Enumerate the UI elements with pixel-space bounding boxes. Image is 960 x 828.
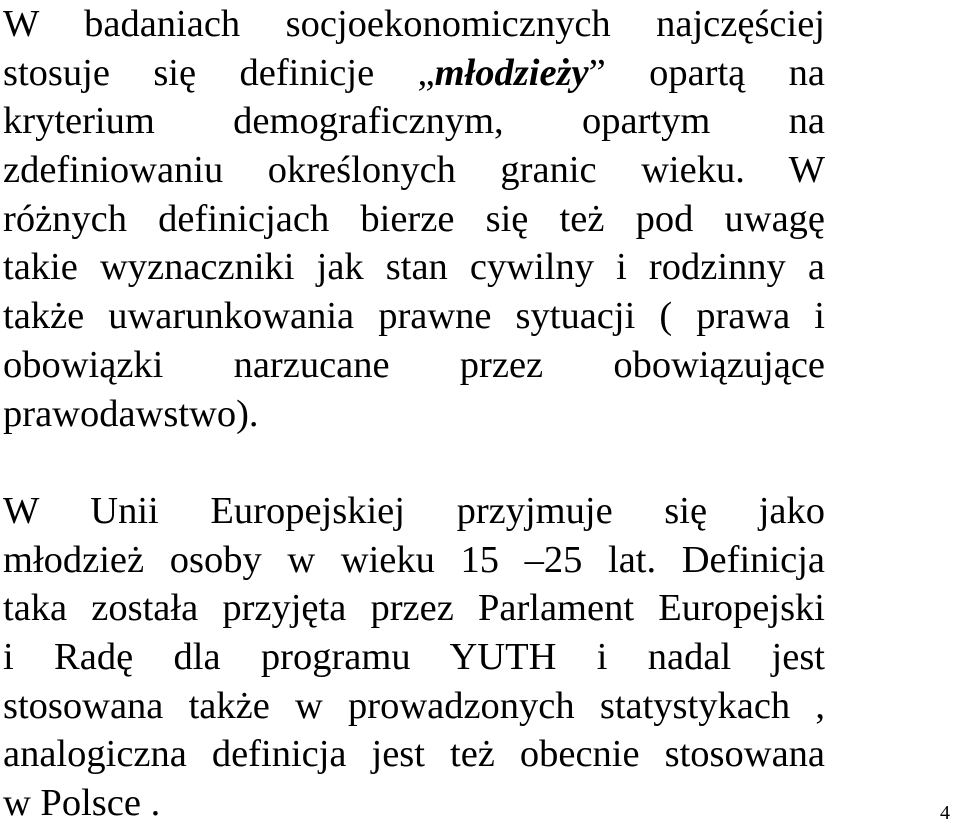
text-line: [3, 487, 825, 536]
emphasized-term: młodzieży: [434, 51, 589, 94]
text-run: ” opartą na: [588, 51, 825, 94]
text-run: także uwarunkowania prawne sytuacji ( prawa i: [3, 295, 825, 338]
text-line: [3, 779, 825, 828]
text-line: [3, 0, 825, 49]
text-line: [3, 390, 825, 439]
text-line: [3, 49, 825, 98]
text-line: [3, 682, 825, 731]
text-run: różnych definicjach bierze się też pod uwagę: [3, 197, 825, 240]
text-run: stosuje się definicje „: [3, 51, 435, 94]
text-run: W Unii Europejskiej przyjmuje się jako: [3, 489, 825, 532]
text-line: [3, 146, 825, 195]
paragraph-youth-definition-eu: [3, 487, 825, 828]
text-run: prawodawstwo).: [3, 392, 259, 435]
text-run: takie wyznaczniki jak stan cywilny i rodzinny a: [3, 246, 825, 289]
text-run: kryterium demograficznym, opartym na: [3, 100, 825, 143]
text-run: W badaniach socjoekonomicznych najczęściej: [3, 3, 825, 45]
page-number: 4: [940, 802, 950, 824]
text-run: zdefiniowaniu określonych granic wieku. W: [3, 149, 825, 192]
text-run: i Radę dla programu YUTH i nadal jest: [3, 635, 825, 678]
text-line: [3, 633, 825, 682]
text-line: [3, 536, 825, 585]
text-run: młodzież osoby w wieku 15 –25 lat. Definicja: [3, 538, 825, 581]
document-page: [3, 0, 825, 828]
text-line: [3, 341, 825, 390]
text-line: [3, 730, 825, 779]
text-run: taka została przyjęta przez Parlament Europejski: [3, 587, 825, 630]
text-run: analogiczna definicja jest też obecnie stosowana: [3, 733, 825, 776]
text-run: stosowana także w prowadzonych statystykach ,: [3, 684, 825, 727]
text-line: [3, 97, 825, 146]
text-line: [3, 195, 825, 244]
text-run: obowiązki narzucane przez obowiązujące: [3, 343, 825, 386]
paragraph-youth-definition-socioeconomic: [3, 0, 825, 438]
text-line: [3, 243, 825, 292]
text-run: w Polsce .: [3, 782, 161, 824]
text-line: [3, 292, 825, 341]
text-line: [3, 584, 825, 633]
